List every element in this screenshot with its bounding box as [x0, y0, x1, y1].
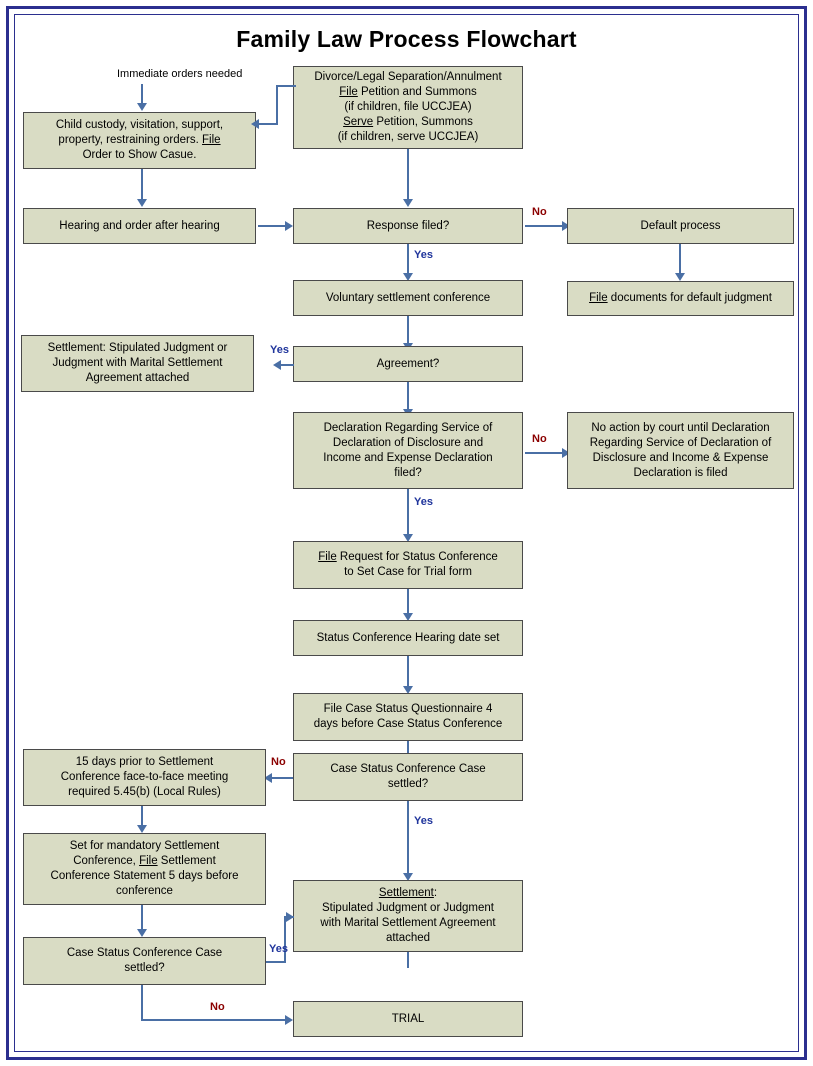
connector-response-to-default [525, 225, 563, 227]
questionnaire-line2: days before Case Status Conference [313, 718, 503, 730]
page-title: Family Law Process Flowchart [236, 26, 577, 52]
arrowhead-15days-to-mandatory [137, 825, 147, 833]
connector-declaration-to-noaction [525, 452, 563, 454]
settlement-final-underline: Settlement [378, 887, 434, 899]
node-custody-orders [23, 112, 256, 169]
connector-agreement-to-settlement [280, 364, 294, 366]
node-settlement-stipulated [21, 335, 254, 392]
custody-line2-text: property, restraining orders. [58, 134, 203, 146]
file-request-file-underline: File [318, 551, 337, 563]
node-fifteen-days [23, 749, 266, 806]
connector-settlementfinal-to-trial [407, 952, 409, 968]
connector-statusdate-to-questionnaire [407, 656, 409, 687]
settlement-final-line1-rest: : [433, 887, 438, 899]
agreement-text: Agreement? [376, 357, 440, 370]
default-judgment-rest: documents for default judgment [607, 292, 772, 304]
label-immediate-orders: Immediate orders needed [117, 68, 243, 80]
settlement-final-line2: Stipulated Judgment or Judgment [322, 902, 494, 914]
node-status-conference-date [293, 620, 523, 656]
connector-filerequest-to-statusdate [407, 589, 409, 614]
connector-petition-to-custody-h2 [258, 123, 278, 125]
petition-line3: (if children, file UCCJEA) [344, 101, 472, 113]
petition-line2-rest: Petition and Summons [357, 86, 477, 98]
connector-settled2-to-settlementfinal-h1 [266, 961, 286, 963]
hearing-order-text: Hearing and order after hearing [59, 219, 220, 232]
label-yes-declaration: Yes [414, 496, 433, 508]
voluntary-settlement-text: Voluntary settlement conference [325, 291, 491, 304]
declaration-line1: Declaration Regarding Service of [323, 421, 493, 434]
custody-line1: Child custody, visitation, support, [55, 119, 224, 131]
settlement-stipulated-line2: Judgment with Marital Settlement [52, 357, 223, 369]
no-action-line2: Regarding Service of Declaration of [589, 436, 772, 449]
connector-immediate-orders-v [141, 84, 143, 104]
arrowhead-custody-to-hearing [137, 199, 147, 207]
settlement-final-line1 [298, 886, 518, 901]
arrowhead-default-to-judgment [675, 273, 685, 281]
connector-petition-to-custody-v [276, 85, 278, 125]
petition-line4 [298, 115, 518, 130]
node-no-action [567, 412, 794, 489]
arrowhead-agreement-to-settlement [273, 360, 281, 370]
no-action-line4: Declaration is filed [633, 466, 728, 479]
flowchart-canvas [18, 18, 795, 1048]
connector-declaration-to-filerequest [407, 489, 409, 535]
custody-file-underline: File [202, 134, 221, 146]
mandatory-line3: Conference Statement 5 days before [50, 870, 239, 882]
no-action-line3: Disclosure and Income & Expense [592, 451, 769, 464]
node-petition [293, 66, 523, 149]
label-yes-settled2: Yes [269, 943, 288, 955]
node-default-process [567, 208, 794, 244]
label-no-settled2: No [210, 1001, 225, 1013]
fifteen-days-line3: required 5.45(b) (Local Rules) [68, 786, 221, 798]
arrowhead-immediate-orders [137, 103, 147, 111]
status-conference-date-text: Status Conference Hearing date set [316, 631, 500, 644]
connector-mandatory-to-settled2 [141, 905, 143, 930]
label-yes-agreement: Yes [270, 344, 289, 356]
declaration-line4: filed? [394, 466, 422, 479]
petition-serve-underline: Serve [343, 116, 374, 128]
case-settled-2-line1: Case Status Conference Case [66, 947, 223, 959]
connector-settled1-to-settlementfinal [407, 801, 409, 874]
node-hearing-order [23, 208, 256, 244]
default-judgment-text [572, 291, 789, 306]
connector-response-to-voluntary [407, 244, 409, 274]
node-response-filed [293, 208, 523, 244]
label-yes-settled1: Yes [414, 815, 433, 827]
declaration-line3: Income and Expense Declaration [323, 451, 493, 464]
settlement-stipulated-line3: Agreement attached [85, 372, 190, 384]
trial-text: TRIAL [391, 1012, 425, 1025]
arrowhead-to-custody [251, 119, 259, 129]
node-trial [293, 1001, 523, 1037]
petition-line4-rest: Petition, Summons [373, 116, 473, 128]
connector-default-to-judgment [679, 244, 681, 274]
arrowhead-settled2-to-settlementfinal [286, 912, 294, 922]
case-settled-1-line1: Case Status Conference Case [330, 763, 486, 775]
connector-custody-to-hearing [141, 169, 143, 200]
node-settlement-final [293, 880, 523, 952]
declaration-line2: Declaration of Disclosure and [332, 436, 484, 449]
label-no-response: No [532, 206, 547, 218]
connector-settled1-to-15days [271, 777, 293, 779]
node-case-settled-2 [23, 937, 266, 985]
label-no-declaration: No [532, 433, 547, 445]
response-filed-text: Response filed? [366, 219, 450, 232]
mandatory-line1: Set for mandatory Settlement [69, 840, 220, 852]
file-request-line1-rest: Request for Status Conference [336, 551, 498, 563]
connector-voluntary-to-agreement [407, 316, 409, 344]
node-file-request [293, 541, 523, 589]
node-agreement [293, 346, 523, 382]
fifteen-days-line2: Conference face-to-face meeting [60, 771, 229, 783]
petition-file-underline: File [339, 86, 358, 98]
connector-petition-to-custody-h1 [276, 85, 296, 87]
default-process-text: Default process [640, 219, 721, 232]
connector-settled2-to-trial-v [141, 985, 143, 1021]
connector-15days-to-mandatory [141, 806, 143, 826]
node-default-judgment [567, 281, 794, 316]
mandatory-line4: conference [116, 885, 173, 897]
file-request-line2: to Set Case for Trial form [344, 566, 472, 578]
arrowhead-mandatory-to-settled2 [137, 929, 147, 937]
node-mandatory-settlement [23, 833, 266, 905]
label-yes-response: Yes [414, 249, 433, 261]
settlement-stipulated-line1: Settlement: Stipulated Judgment or [47, 342, 228, 354]
default-judgment-file-underline: File [589, 292, 608, 304]
custody-line3: Order to Show Casue. [82, 149, 197, 161]
connector-agreement-to-declaration [407, 382, 409, 410]
file-request-line1 [298, 550, 518, 565]
connector-hearing-to-response [258, 225, 286, 227]
case-settled-1-line2: settled? [387, 778, 429, 790]
node-declaration-disclosure [293, 412, 523, 489]
settlement-final-line4: attached [385, 932, 431, 944]
mandatory-line2b: Settlement [157, 855, 216, 867]
custody-line2 [28, 133, 251, 148]
arrowhead-hearing-to-response [285, 221, 293, 231]
node-case-settled-1 [293, 753, 523, 801]
label-no-settled1: No [271, 756, 286, 768]
mandatory-file-underline: File [139, 855, 158, 867]
connector-settled2-to-trial-h [141, 1019, 287, 1021]
petition-line1: Divorce/Legal Separation/Annulment [314, 71, 502, 83]
settlement-final-line3: with Marital Settlement Agreement [320, 917, 496, 929]
node-voluntary-settlement [293, 280, 523, 316]
arrowhead-petition-to-response [403, 199, 413, 207]
no-action-line1: No action by court until Declaration [591, 421, 770, 434]
fifteen-days-line1: 15 days prior to Settlement [75, 756, 214, 768]
node-case-status-questionnaire [293, 693, 523, 741]
mandatory-line2a: Conference, [73, 855, 140, 867]
petition-line5: (if children, serve UCCJEA) [337, 131, 479, 143]
case-settled-2-line2: settled? [124, 962, 165, 974]
connector-petition-to-response [407, 149, 409, 200]
petition-line2 [298, 85, 518, 100]
mandatory-line2 [28, 854, 261, 869]
questionnaire-line1: File Case Status Questionnaire 4 [323, 703, 493, 715]
arrowhead-settled2-to-trial [285, 1015, 293, 1025]
